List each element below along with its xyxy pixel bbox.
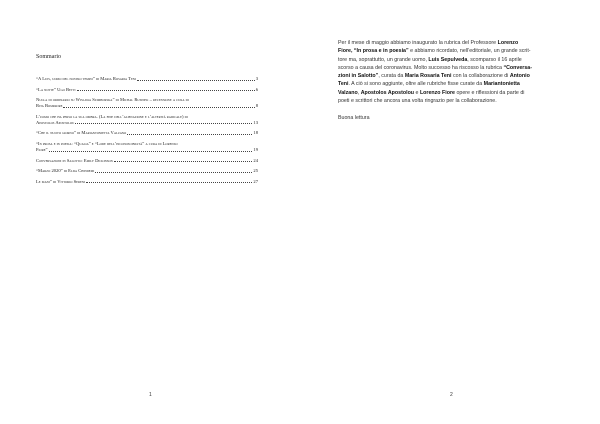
text-run: . A ciò si sono aggiunte, oltre alle rubriche fisse curate da (348, 81, 484, 88)
bold-highlight: “Conversa- (503, 64, 533, 71)
bold-highlight: Luis Sepulveda (428, 56, 468, 63)
toc-entry-title-line: “In prosa e in poesia: “Qualia” e “Lode dell’inconoscibilità” a cura di Lorenzo (36, 140, 178, 146)
bold-highlight: Antonio (509, 73, 530, 80)
toc-entry-page: 27 (253, 178, 258, 184)
bold-highlight: Fiore, “In prosa e in poesia” (338, 48, 409, 55)
bold-highlight: zioni in Salotto” (338, 73, 379, 80)
toc-entry-page: 25 (253, 168, 258, 174)
toc-entry[interactable] (36, 87, 258, 93)
closing-text: Buona lettura (338, 115, 370, 121)
bold-highlight: Valzano (338, 89, 358, 96)
bold-highlight: Teni (338, 81, 349, 88)
text-run: e abbiamo ricordato, nell’editoriale, un grande scrit- (408, 48, 531, 55)
toc-entry-page: 3 (255, 76, 258, 81)
toc-leader-dots (127, 134, 252, 135)
toc-entry-title-line: Nulla di ordinario su Wislawa Szimborska” di Michal Rusinek – recensione a cura di (36, 97, 189, 103)
toc-leader-dots (77, 90, 255, 91)
bold-highlight: Mariantonietta (483, 81, 520, 88)
text-run: scorso a causa del coronavirus. Molto successo ha riscosso la rubrica (338, 64, 504, 71)
page-number: 2 (450, 392, 453, 398)
text-run: poeti e scrittori che ancora una volta ringrazio per la collaborazione. (338, 98, 497, 105)
toc-entry[interactable] (36, 168, 258, 174)
intro-line (338, 89, 570, 97)
toc-entry-title: “La notte” Ugo Betti (36, 86, 76, 92)
toc-entry-page: 24 (253, 157, 258, 163)
intro-line (338, 72, 570, 80)
toc-entry-title: Le mani” di Vittorio Sereni (36, 178, 85, 184)
intro-paragraph (338, 39, 570, 105)
text-run: , (357, 89, 361, 96)
toc-entry[interactable] (36, 76, 258, 82)
intro-line (338, 39, 570, 47)
toc-entry-page: 18 (253, 130, 258, 136)
intro-line (338, 47, 570, 55)
toc-entry[interactable] (36, 97, 258, 109)
intro-line (338, 64, 570, 72)
intro-line (338, 80, 570, 88)
toc-leader-dots (63, 107, 254, 108)
toc-entry[interactable] (36, 130, 258, 136)
text-run: opere e riflessioni da parte di (454, 89, 525, 96)
toc-entry-title-line: L’uomo che ha perso la sua ombra. (La fine dell’alienazione e l’alterità radicale) di (36, 113, 188, 119)
toc-entry-page: 6 (255, 86, 258, 92)
text-run: Per il mese di maggio abbiamo inaugurato la rubrica del Professore (338, 40, 498, 46)
toc-entry-title: “Che il nuovo giorno” di Mariantonietta Valzano (36, 130, 127, 136)
toc-entry-title: Rita Bompadre (36, 103, 63, 109)
toc-entry-title: Conversazioni in Salotto: Emily Dickinson (36, 157, 113, 163)
right-page (300, 0, 600, 424)
intro-line (338, 56, 570, 64)
toc-leader-dots (95, 172, 252, 173)
bold-highlight: Maria Rosaria Teni (404, 73, 452, 80)
toc-entry-title: “Marzo 2020” di Elda Chindemi (36, 168, 95, 174)
bold-highlight: Lorenzo Fiore (419, 89, 455, 96)
toc-title: Sommario (36, 54, 61, 60)
toc-entry-title: Fiore” (36, 146, 48, 152)
bold-highlight: Apostolos Apostolou (360, 89, 415, 96)
toc-entry[interactable] (36, 114, 258, 126)
toc-entry-page: 19 (253, 146, 258, 152)
toc-leader-dots (137, 80, 255, 81)
toc-entry[interactable] (36, 158, 258, 164)
toc-leader-dots (75, 123, 252, 124)
bold-highlight: Lorenzo (497, 40, 519, 46)
table-of-contents (36, 76, 258, 189)
toc-leader-dots (114, 161, 253, 162)
text-run: , curata da (378, 73, 405, 80)
toc-entry-page: 8 (255, 103, 258, 109)
text-run: con la collaborazione di (451, 73, 510, 80)
text-run: , scomparso il 16 aprile (467, 56, 522, 63)
text-run: tore ma, soprattutto, un grande uomo, (338, 56, 429, 63)
toc-leader-dots (49, 151, 253, 152)
page-number: 1 (149, 392, 152, 398)
intro-line (338, 97, 570, 105)
text-run: e (414, 89, 420, 96)
toc-entry-title: Apostolos Apostolou (36, 119, 75, 125)
toc-entry-title: “A Luis, uomo del nostro tempo” di Maria Rosaria Teni (36, 76, 136, 81)
toc-entry[interactable] (36, 141, 258, 153)
toc-leader-dots (86, 182, 252, 183)
toc-entry[interactable] (36, 179, 258, 185)
toc-entry-page: 13 (253, 119, 258, 125)
